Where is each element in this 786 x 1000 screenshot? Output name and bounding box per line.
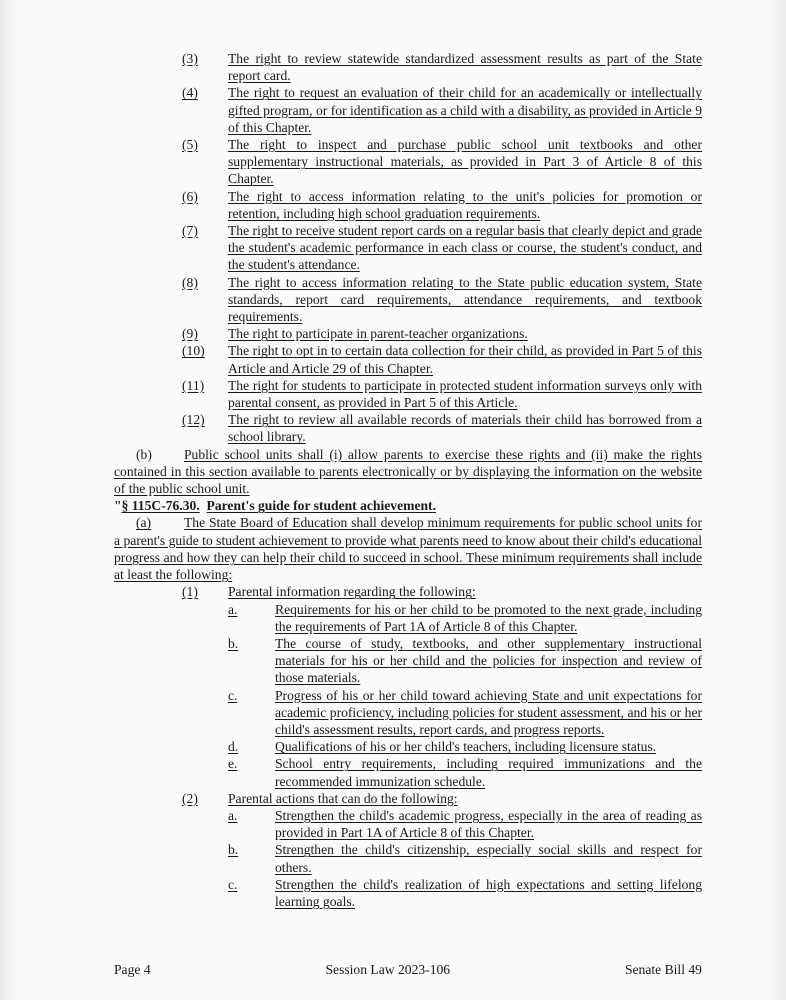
item-letter: b. xyxy=(228,842,239,858)
item-text: The course of study, textbooks, and other supplementary instructional materials for his or her child and the policies for inspection and review of those materials. xyxy=(275,635,702,686)
section-prefix: " xyxy=(114,498,122,514)
item-letter: a. xyxy=(228,601,238,617)
item-text: The right to opt in to certain data collection for their child, as provided in Part 5 of this Article and Article 29 of this Chapter. xyxy=(228,343,702,376)
list-item xyxy=(228,687,702,739)
list-item xyxy=(228,755,702,789)
list-item xyxy=(182,222,702,274)
item-text: Strengthen the child's citizenship, especially social skills and respect for others. xyxy=(275,842,702,875)
item-text: Parental actions that can do the following: xyxy=(228,790,458,806)
item-text: Requirements for his or her child to be promoted to the next grade, including the requirements of Part 1A of Article 8 of this Chapter. xyxy=(275,601,702,634)
page-footer xyxy=(114,962,702,978)
item-number: (2) xyxy=(182,790,198,806)
paragraph-a xyxy=(114,514,702,583)
section-title: Parent's guide for student achievement. xyxy=(206,498,436,514)
item-number: (5) xyxy=(182,137,198,153)
subsection-1 xyxy=(182,583,702,600)
item-letter: a. xyxy=(228,807,238,823)
list-item xyxy=(228,635,702,687)
section-heading xyxy=(114,497,702,514)
paragraph-b xyxy=(114,446,702,498)
item-letter: d. xyxy=(228,739,239,755)
item-number: (9) xyxy=(182,326,198,342)
item-number: (6) xyxy=(182,188,198,204)
item-text: The right to request an evaluation of their child for an academically or intellectually gifted program, or for identification as a child with a disability, as provided in Article 9 of this Chapter. xyxy=(228,85,702,135)
section-number: § 115C-76.30. xyxy=(121,498,200,514)
list-item xyxy=(182,342,702,376)
item-number: (10) xyxy=(182,343,205,359)
paragraph-label: (a) xyxy=(136,515,152,531)
item-text: The right to access information relating to the State public education system, State standards, report card requirements, attendance requirements, and textbook requirements. xyxy=(228,274,702,325)
item-letter: e. xyxy=(228,756,238,772)
list-item xyxy=(182,188,702,222)
list-item xyxy=(182,411,702,445)
list-item xyxy=(182,325,702,342)
item-number: (7) xyxy=(182,223,198,239)
item-number: (8) xyxy=(182,274,198,290)
item-text: The right to receive student report cards on a regular basis that clearly depict and grade the student's academic performance in each class or course, the student's conduct, and the student's attendance. xyxy=(228,223,702,273)
list-item xyxy=(228,738,702,755)
list-item xyxy=(182,84,702,136)
paragraph-label: (b) xyxy=(136,446,152,462)
session-law: Session Law 2023-106 xyxy=(325,962,451,977)
item-number: (4) xyxy=(182,85,198,101)
list-item xyxy=(228,807,702,841)
item-letter: c. xyxy=(228,876,238,892)
list-item xyxy=(182,50,702,84)
item-text: The right to review statewide standardized assessment results as part of the State report card. xyxy=(228,51,702,84)
item-text: The right to inspect and purchase public school unit textbooks and other supplementary instructional materials, as provided in Part 3 of Article 8 of this Chapter. xyxy=(228,137,702,187)
page-number: Page 4 xyxy=(114,962,151,977)
list-item xyxy=(228,841,702,875)
item-text: Qualifications of his or her child's teachers, including licensure status. xyxy=(275,739,657,755)
subsection-2 xyxy=(182,790,702,807)
list-item xyxy=(228,876,702,910)
item-letter: c. xyxy=(228,687,238,703)
item-text: The right to participate in parent-teacher organizations. xyxy=(228,326,528,342)
item-number: (1) xyxy=(182,584,198,600)
item-text: Strengthen the child's realization of high expectations and setting lifelong learning goals. xyxy=(275,876,702,909)
paragraph-text: The State Board of Education shall develop minimum requirements for public school units for a parent's guide to student achievement to provide what parents need to know about their child's educational progress and how they can help their child to succeed in school. These minimum requirements shall include at least the following: xyxy=(114,515,702,583)
page-content xyxy=(114,50,702,910)
item-text: The right to access information relating to the unit's policies for promotion or retention, including high school graduation requirements. xyxy=(228,188,702,221)
bill-number: Senate Bill 49 xyxy=(624,962,702,977)
paragraph-text: Public school units shall (i) allow parents to exercise these rights and (ii) make the rights contained in this section available to parents electronically or by displaying the information on the website of the public school unit. xyxy=(114,446,702,497)
list-item xyxy=(182,274,702,326)
item-letter: b. xyxy=(228,635,239,651)
list-item xyxy=(182,136,702,188)
list-item xyxy=(182,377,702,411)
item-text: Strengthen the child's academic progress, especially in the area of reading as provided in Part 1A of Article 8 of this Chapter. xyxy=(275,807,702,841)
item-text: Progress of his or her child toward achieving State and unit expectations for academic proficiency, including policies for student assessment, and his or her child's assessment results, report cards, and progress reports. xyxy=(275,687,702,737)
item-text: The right for students to participate in protected student information surveys only with parental consent, as provided in Part 5 of this Article. xyxy=(228,377,702,411)
item-text: School entry requirements, including required immunizations and the recommended immunization schedule. xyxy=(275,756,702,789)
list-item xyxy=(228,601,702,635)
item-text: The right to review all available records of materials their child has borrowed from a school library. xyxy=(228,412,702,445)
item-number: (12) xyxy=(182,412,205,428)
item-number: (11) xyxy=(182,377,205,393)
item-number: (3) xyxy=(182,51,198,66)
item-text: Parental information regarding the following: xyxy=(228,584,476,600)
